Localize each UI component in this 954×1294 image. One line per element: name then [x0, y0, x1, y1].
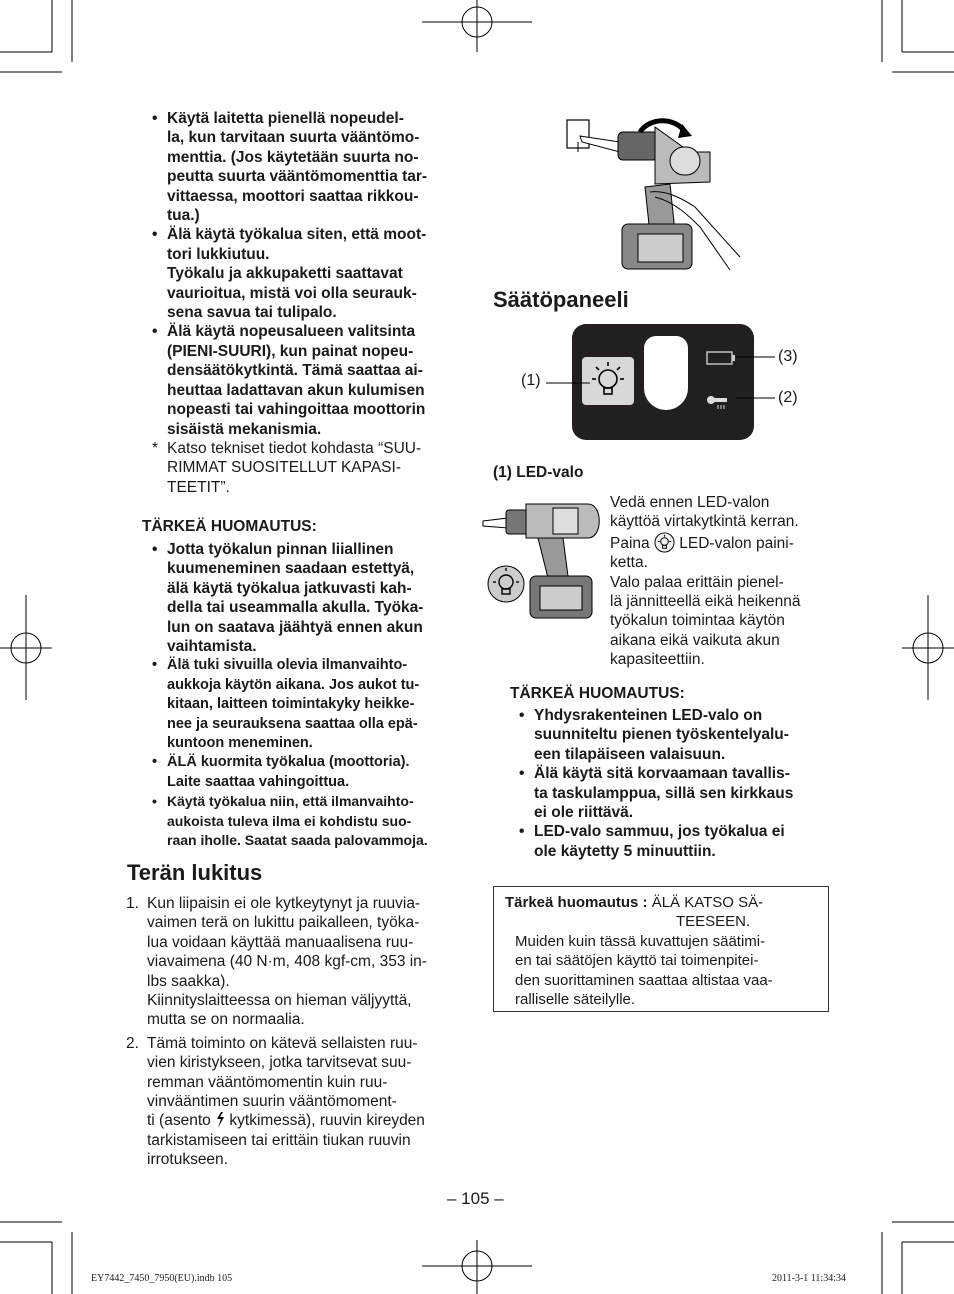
label-3: (3) — [778, 348, 798, 365]
light-bulb-icon — [654, 532, 675, 553]
battery-icon — [706, 351, 736, 365]
list-item: 1. Kun liipaisin ei ole kytkeytynyt ja ruuvia- vaimen terä on lukittu paikalleen, työka- lua voidaan käyttää manuaalisena ruu- viavaimena (40 N·m, 408 kgf-cm, 353 in- lbs saakka). Kiinnityslaitteessa on hieman väljyyttä, mutta se on normaalia. — [126, 895, 427, 1029]
section-title-blade-lock: Terän lukitus — [127, 860, 263, 885]
page-number: – 105 – — [447, 1189, 504, 1208]
led-button[interactable] — [582, 357, 634, 405]
section-title-control-panel: Säätöpaneeli — [493, 287, 629, 312]
label-2: (2) — [778, 389, 798, 406]
led-heading: (1) LED-valo — [493, 464, 584, 481]
left-important-bullets — [152, 540, 462, 851]
list-item: • Älä käytä työkalua siten, että moot- tori lukkiutuu. Työkalu ja akkupaketti saattavat vaurioitua, mistä voi olla seurauk- sena savua tai tulipalo. — [152, 225, 462, 322]
list-item: • ÄLÄ kuormita työkalua (moottoria). Laite saattaa vahingoittua. — [152, 753, 462, 792]
list-item: • Älä käytä nopeusalueen valitsinta (PIENI-SUURI), kun painat nopeu- densäätökytkintä. Tämä saattaa ai- heuttaa ladattavan akun kulumisen nopeasti tai vahingoittaa moottorin sisäistä mekanismia. — [152, 322, 462, 438]
laser-warning-box: Tärkeä huomautus : ÄLÄ KATSO SÄ- TEESEEN. Muiden kuin tässä kuvattujen säätimi- en tai säätöjen käyttö tai toimenpitei- den suorittaminen saattaa altistaa vaa- ralliselle säteilylle. — [493, 886, 829, 1012]
footer-datetime: 2011-3-1 11:34:34 — [772, 1273, 846, 1284]
list-item: 2. Tämä toiminto on kätevä sellaisten ruu- vien kiristykseen, jotka tarvitsevat suu- remman vääntömomentin kuin ruu- vinvääntimen suurin vääntömoment- ti (asento kytkimessä), ruuvin kireyden tarkistamiseen tai erittäin tiukan ruuvin irrotukseen. — [126, 1034, 425, 1169]
list-item: • Älä tuki sivuilla olevia ilmanvaihto- aukkoja käytön aikana. Jos aukot tu- kitaan, laitteen toimintakyky heikke- nee ja seurauksena saattaa olla epä- kuntoon meneminen. — [152, 656, 462, 753]
numbered-list — [126, 894, 466, 1170]
led-description: Vedä ennen LED-valon käyttöä virtakytkintä kerran. Paina LED-valon paini- ketta. Valo palaa erittäin pienel- lä jännitteellä eikä heikennä työkalun toimintaa käytön aikana eikä vaikuta akun kapasiteettiin. — [610, 494, 801, 669]
warning-text: Muiden kuin tässä kuvattujen säätimi- en tai säätöjen käyttö tai toimenpitei- den suorittaminen saattaa altistaa vaa- ralliselle säteilylle. — [515, 933, 773, 1009]
footer-file: EY7442_7450_7950(EU).indb 105 — [91, 1273, 233, 1284]
star-note: * Katso tekniset tiedot kohdasta “SUU- RIMMAT SUOSITELLUT KAPASI- TEETIT”. — [152, 439, 462, 497]
list-item: • LED-valo sammuu, jos työkalua ei ole käytetty 5 minuuttiin. — [519, 822, 839, 861]
switch-window — [644, 336, 688, 410]
light-bulb-icon — [582, 357, 634, 405]
list-item: • Käytä laitetta pienellä nopeudel- la, kun tarvitaan suurta vääntömo- menttia. (Jos käytetään suurta no- peutta suurta vääntömomenttia tar- vittaessa, moottori saattaa rikkou- tua.) — [152, 109, 462, 225]
thermometer-icon — [706, 394, 736, 410]
led-drill-illustration — [478, 496, 608, 626]
list-item: • Älä käytä sitä korvaamaan tavallis- ta taskulamppua, sillä sen kirkkaus ei ole riittävä. — [519, 764, 839, 822]
control-panel — [572, 324, 754, 440]
list-item: • Yhdysrakenteinen LED-valo on suunniteltu pienen työskentelyalu- een tilapäiseen valaisuun. — [519, 706, 839, 764]
list-item: • Jotta työkalun pinnan liiallinen kuumeneminen saadaan estettyä, älä käytä työkalua jatkuvasti kah- della tai useammalla akulla. Työka- lun on saatava jäähtyä ennen akun vaihtamista. — [152, 540, 462, 656]
drill-lock-illustration — [560, 112, 750, 282]
right-important-bullets — [519, 706, 839, 861]
list-item: • Käytä työkalua niin, että ilmanvaihto- aukoista tuleva ilma ei kohdistu suo- raan iholle. Saatat saada palovammoja. — [152, 792, 462, 850]
left-top-bullets — [152, 109, 462, 497]
screwdriver-mode-icon — [215, 1112, 225, 1128]
label-1: (1) — [521, 372, 541, 389]
important-heading-right: TÄRKEÄ HUOMAUTUS: — [510, 685, 685, 702]
important-heading: TÄRKEÄ HUOMAUTUS: — [142, 518, 317, 535]
